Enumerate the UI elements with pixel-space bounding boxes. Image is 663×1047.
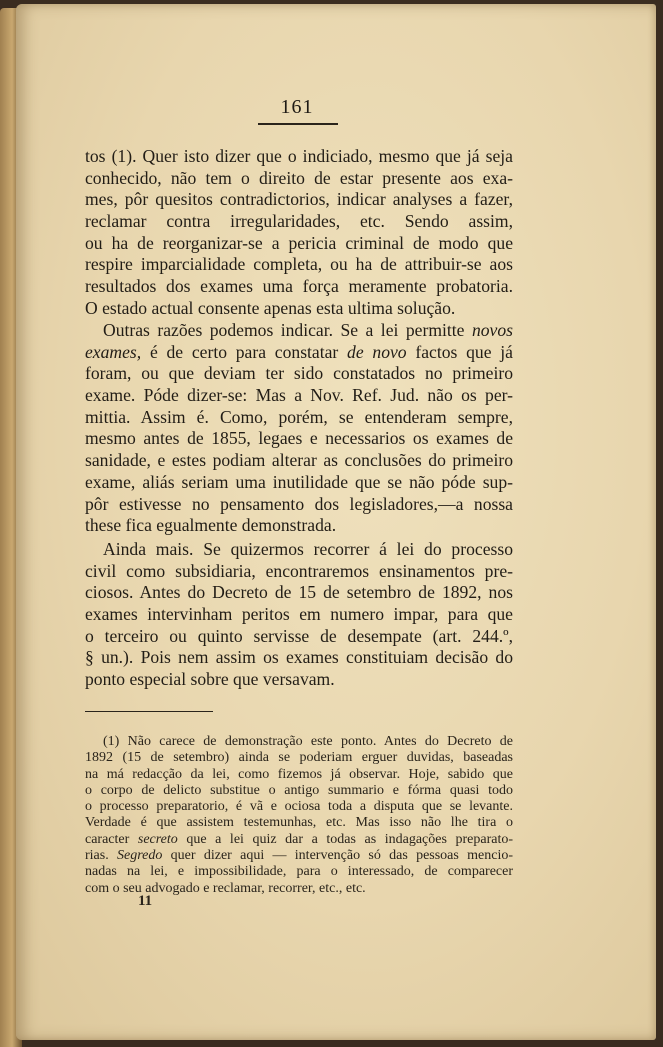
text-line: respire imparcialidade completa, ou ha de attribuir-se aos [85,254,513,275]
footnote-line: 1892 (15 de setembro) ainda se poderiam erguer duvidas, baseadas [85,750,513,766]
text-line: exames intervinham peritos em numero impar, para que [85,604,513,625]
text-line: conhecido, não tem o direito de estar presente aos exa- [85,167,513,188]
text-line: o terceiro ou quinto servisse de desempate (art. 244.º, [85,625,513,646]
footnote-line: o processo preparatorio, é vã e ociosa toda a disputa que se levante. [85,799,513,815]
text-line: resultados dos exames uma força meramente probatoria. [85,276,513,297]
footnote-line: com o seu advogado e reclamar, recorrer, etc., etc. [85,880,366,896]
page-number: 161 [280,96,314,118]
text-line: exame. Póde dizer-se: Mas a Nov. Ref. Jud. não os per- [85,385,513,406]
text-line: reclamar contra irregularidades, etc. Sendo assim, [85,211,513,232]
text-line [85,320,513,342]
text-line [85,342,513,364]
paragraph-3 [85,539,513,691]
text-line: sanidade, e estes podiam alterar as conclusões do primeiro [85,450,513,471]
text-span: rias. [85,848,109,864]
footnote-rule [85,711,213,712]
text-line: these fica egualmente demonstrada. [85,515,337,536]
text-line: mesmo antes de 1855, legaes e necessarios os exames de [85,428,513,449]
text-line: exame, aliás seriam uma inutilidade que se não póde sup- [85,471,513,492]
text-span: factos que já [415,341,513,362]
text-line: civil como subsidiaria, encontraremos ensinamentos pre- [85,560,513,581]
italic-text: Segredo [117,848,163,864]
text-line: pôr estivesse no pensamento dos legisladores,—a nossa [85,493,513,514]
text-line: tos (1). Quer isto dizer que o indiciado, mesmo que já seja [85,146,513,166]
signature-mark: 11 [138,893,153,909]
text-span: quer dizer aqui — intervenção só das pessoas mencio- [170,848,514,864]
text-line: ciosos. Antes do Decreto de 15 de setembro de 1892, nos [85,582,513,603]
footnote-line: Verdade é que assistem testemunhas, etc. Mas isso não lhe tira o [85,815,513,831]
text-span: Outras razões podemos indicar. Se a lei permitte [103,320,465,340]
text-line: § un.). Pois nem assim os exames constituiam decisão do [85,647,513,668]
footnote-line: o corpo de delicto substitue o antigo summario e fórma quasi todo [85,782,513,798]
text-line: mes, pôr quesitos contradictorios, indicar analyses a fazer, [85,189,513,210]
italic-text: novos [471,320,513,340]
italic-text: exames, [85,341,142,362]
footnote-line [85,832,513,848]
text-line: ou ha de reorganizar-se a pericia criminal de modo que [85,232,513,253]
text-span: caracter [85,831,130,847]
text-span: que a lei quiz dar a todas as indagações preparato- [186,831,514,847]
footnote [85,734,513,897]
text-line: O estado actual consente apenas esta ultima solução. [85,297,456,318]
paragraph-2 [85,320,513,537]
text-line: Ainda mais. Se quizermos recorrer á lei do processo [103,539,513,559]
footnote-line: nadas na lei, e impossibilidade, para o interessado, de comparecer [85,864,513,880]
footnote-line: na má redacção da lei, como fizemos já observar. Hoje, sabido que [85,766,513,782]
text-line: mittia. Assim é. Como, porém, se entenderam sempre, [85,406,513,427]
text-line: foram, ou que deviam ter sido constatados no primeiro [85,363,513,384]
paragraph-1 [85,146,513,320]
text-line: ponto especial sobre que versavam. [85,669,335,690]
text-span: é de certo para constatar [149,341,339,362]
italic-text: secreto [137,831,178,847]
footnote-line [85,848,513,864]
italic-text: de novo [347,341,407,362]
page-number-rule [258,123,338,125]
footnote-line: (1) Não carece de demonstração este ponto. Antes do Decreto de [103,734,513,749]
